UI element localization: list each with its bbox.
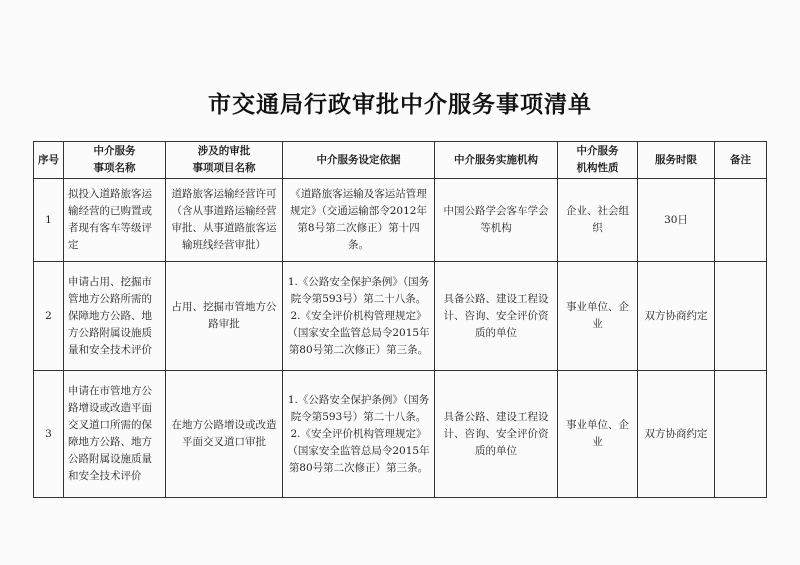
header-service-name	[64, 142, 166, 179]
cell-agency-nature: 事业单位、企业	[558, 371, 638, 498]
document-title: 市交通局行政审批中介服务事项清单	[208, 91, 592, 118]
header-approval-line1: 涉及的审批	[197, 145, 251, 157]
cell-time-limit: 双方协商约定	[638, 371, 715, 498]
cell-agency: 具备公路、建设工程设计、咨询、安全评价资质的单位	[435, 371, 558, 498]
basis-line-1: 《道路旅客运输及客运站管理规定》（交通运输部令2012年第8号第二次修正）第十四条。	[290, 188, 427, 251]
header-service-name-line2: 事项名称	[93, 162, 136, 174]
table-row	[34, 179, 767, 262]
cell-time-limit: 30日	[638, 179, 715, 262]
header-agency-nature	[558, 142, 638, 179]
cell-agency-nature: 事业单位、企业	[558, 262, 638, 371]
basis-line-2: 2.《安全评价机构管理规定》（国家安全监管总局令2015年第80号第二次修正）第三条。	[287, 309, 430, 356]
header-nature-line1: 中介服务	[576, 145, 619, 157]
header-time-limit: 服务时限	[638, 142, 715, 179]
cell-remarks	[715, 179, 767, 262]
cell-approval-item: 占用、挖掘市管地方公路审批	[166, 262, 283, 371]
cell-basis	[283, 371, 435, 498]
header-agency: 中介服务实施机构	[435, 142, 558, 179]
header-nature-line2: 机构性质	[576, 162, 619, 174]
cell-approval-item: 道路旅客运输经营许可（含从事道路运输经营审批、从事道路旅客运输班线经营审批）	[166, 179, 283, 262]
cell-agency: 具备公路、建设工程设计、咨询、安全评价资质的单位	[435, 262, 558, 371]
header-approval-item	[166, 142, 283, 179]
cell-seq: 1	[34, 179, 64, 262]
header-service-name-line1: 中介服务	[93, 145, 136, 157]
cell-agency: 中国公路学会客车学会等机构	[435, 179, 558, 262]
header-basis: 中介服务设定依据	[283, 142, 435, 179]
cell-service-name: 申请在市管地方公路增设或改造平面交叉道口所需的保障地方公路、地方公路附属设施质量和安全技术评价	[64, 371, 166, 498]
header-remarks: 备注	[715, 142, 767, 179]
cell-seq: 3	[34, 371, 64, 498]
cell-seq: 2	[34, 262, 64, 371]
header-seq: 序号	[34, 142, 64, 179]
table-header-row	[34, 142, 767, 179]
basis-line-1: 1.《公路安全保护条例》（国务院令第593号）第二十八条。	[287, 393, 430, 423]
cell-time-limit: 双方协商约定	[638, 262, 715, 371]
cell-service-name: 申请占用、挖掘市管地方公路所需的保障地方公路、地方公路附属设施质量和安全技术评价	[64, 262, 166, 371]
cell-remarks	[715, 262, 767, 371]
service-items-table	[33, 141, 767, 498]
cell-basis	[283, 262, 435, 371]
cell-remarks	[715, 371, 767, 498]
table-row	[34, 371, 767, 498]
cell-approval-item: 在地方公路增设或改造平面交叉道口审批	[166, 371, 283, 498]
basis-line-2: 2.《安全评价机构管理规定》（国家安全监管总局令2015年第80号第二次修正）第三条。	[287, 427, 430, 474]
table-row	[34, 262, 767, 371]
cell-basis	[283, 179, 435, 262]
header-approval-line2: 事项项目名称	[192, 162, 256, 174]
basis-line-1: 1.《公路安全保护条例》（国务院令第593号）第二十八条。	[287, 275, 430, 305]
cell-service-name: 拟投入道路旅客运输经营的已购置或者现有客车等级评定	[64, 179, 166, 262]
cell-agency-nature: 企业、社会组织	[558, 179, 638, 262]
